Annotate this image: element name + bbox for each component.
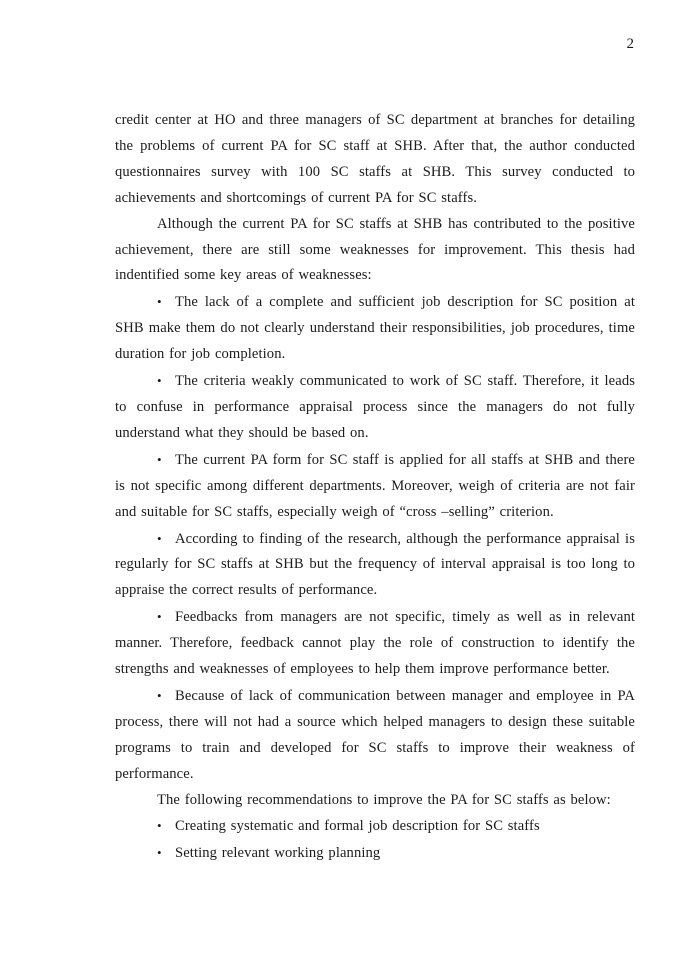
bullet-text: The criteria weakly communicated to work of SC staff. Therefore, it leads to confuse in performance appraisal process since the managers do not fully understand what they should be based on. <box>115 373 635 441</box>
bullet-item <box>115 840 635 867</box>
document-body <box>115 108 635 867</box>
bullet-text: The lack of a complete and sufficient job description for SC position at SHB make them do not clearly understand their responsibilities, job procedures, time duration for job completion. <box>115 294 635 363</box>
bullet-icon: • <box>157 373 162 389</box>
bullet-item <box>115 683 635 788</box>
paragraph <box>115 108 635 212</box>
bullet-icon: • <box>157 687 162 703</box>
bullet-icon: • <box>157 530 162 546</box>
bullet-text: The current PA form for SC staff is applied for all staffs at SHB and there is not specific among different departments. Moreover, weigh of criteria are not fair and suitable for SC staffs, especially weigh of “cross –selling” criterion. <box>115 451 635 520</box>
bullet-item <box>115 526 635 605</box>
bullet-item <box>115 368 635 447</box>
paragraph-text: Although the current PA for SC staffs at SHB has contributed to the positive achievement, there are still some weaknesses for improvement. This thesis had indentified some key areas of weaknesses: <box>115 215 635 284</box>
paragraph <box>115 788 635 814</box>
bullet-item <box>115 813 635 840</box>
paragraph-text: credit center at HO and three managers of SC department at branches for detailing the problems of current PA for SC staff at SHB. After that, the author conducted questionnaires survey with 100 SC staffs at SHB. This survey conducted to achievements and shortcomings of current PA for SC staffs. <box>115 112 635 206</box>
bullet-text: Setting relevant working planning <box>175 845 381 862</box>
bullet-text: Feedbacks from managers are not specific, timely as well as in relevant manner. Therefore, feedback cannot play the role of construction to identify the strengths and weaknesses of employees to help them improve performance better. <box>115 609 635 678</box>
bullet-text: Creating systematic and formal job description for SC staffs <box>175 818 540 835</box>
bullet-item <box>115 289 635 368</box>
bullet-item <box>115 604 635 683</box>
page-number: 2 <box>626 36 634 52</box>
paragraph-text: The following recommendations to improve the PA for SC staffs as below: <box>157 791 611 808</box>
bullet-item <box>115 447 635 526</box>
bullet-text: Because of lack of communication between manager and employee in PA process, there will not had a source which helped managers to design these suitable programs to train and developed for SC staffs to improve their weakness of performance. <box>115 687 635 782</box>
paragraph <box>115 212 635 290</box>
bullet-text: According to finding of the research, although the performance appraisal is regularly for SC staffs at SHB but the frequency of interval appraisal is too long to appraise the correct results of performance. <box>115 530 635 599</box>
bullet-icon: • <box>157 451 162 467</box>
bullet-icon: • <box>157 609 162 625</box>
bullet-icon: • <box>157 294 162 310</box>
bullet-icon: • <box>157 818 162 834</box>
bullet-icon: • <box>157 845 162 861</box>
